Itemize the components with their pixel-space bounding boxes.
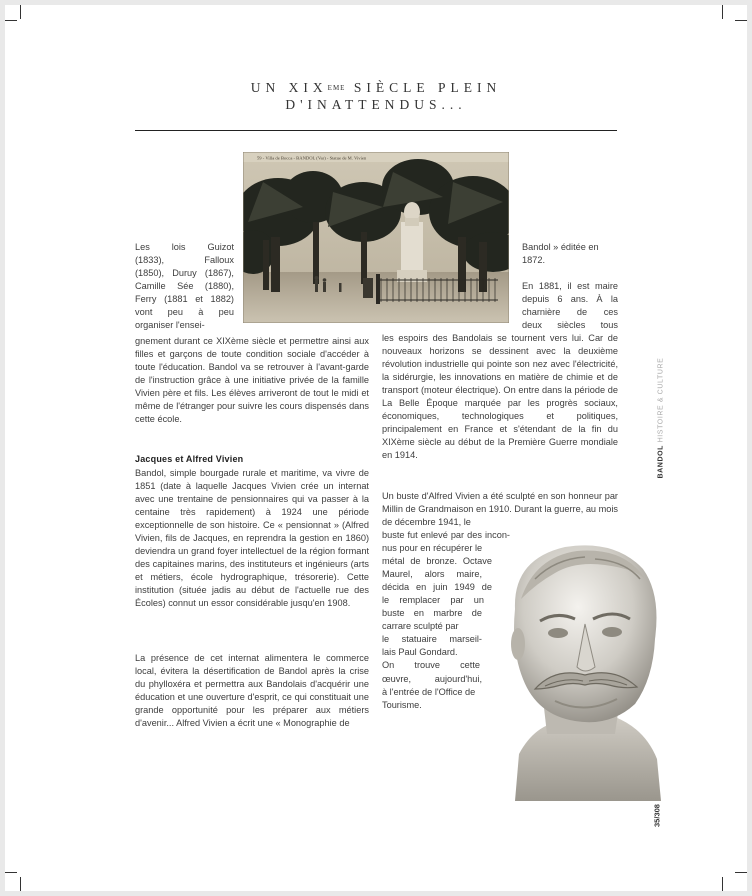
col1-paragraph-1: gnement durant ce XIXème siècle et permettre ainsi aux filles et garçons de toute condition sociale d'accéder à toute l'éducation. Bandol va se retrouver à l'avant-garde de l'instruction grâce à une initiative privée de la famille Vivien père et fils. Les élèves arriveront de tout le midi et même de l'étranger pour suivre les cours dispensés dans cette école. <box>135 336 369 425</box>
title-divider <box>135 130 617 131</box>
text-line: lais Paul Gondard. <box>382 647 458 658</box>
section-side-label <box>651 357 667 483</box>
text-line: Les lois Guizot <box>135 242 234 252</box>
page-title-line2: D'INATTENDUS... <box>285 97 467 112</box>
text-line: En 1881, il est maire <box>522 281 618 291</box>
crop-mark-top-left <box>20 5 21 19</box>
text-line: charnière de ces <box>522 307 618 318</box>
text-line: Camille Sée (1880), <box>135 281 234 292</box>
text-line: le statuaire marseil- <box>382 634 482 645</box>
col2-paragraph-c: Un buste d'Alfred Vivien a été sculpté en son honneur par Millin de Grandmaison en 1910. Durant la guerre, au mois de décembre 1941, le <box>382 491 618 528</box>
crop-mark-bottom-right <box>735 872 747 873</box>
col2-paragraph-b: les espoirs des Bandolais se tournent vers lui. Car de nouveaux horizons se dessinent avec la deuxième révolution industrielle qui pointe son nez avec l'électricité, la sidérurgie, les innovations en matière de chimie et de transport (moteur électrique). On entre dans la période de La Belle Époque marquée par les progrès sociaux, économiques, technologiques et politiques, principalement en France et s'étendant de la fin du XIXème siècle au début de la Première Guerre mondiale en 1914. <box>382 333 618 461</box>
section-name: HISTOIRE & CULTURE <box>657 357 665 443</box>
text-line: buste en marbre de <box>382 608 482 619</box>
text-line: métal de bronze. Octave <box>382 556 492 567</box>
text-line: 1872. <box>522 255 545 266</box>
text-line: (1850), Duruy (1867), <box>135 268 234 279</box>
crop-mark-bottom-left <box>5 872 17 873</box>
col2-narrow-b <box>522 280 618 332</box>
col2-narrow-c <box>382 529 510 712</box>
marble-bust-photo <box>485 539 665 801</box>
text-line: Bandol » éditée en <box>522 242 599 252</box>
page-title: UN XIXEME SIÈCLE PLEIN D'INATTENDUS... <box>5 79 747 113</box>
text-line: buste fut enlevé par des incon- <box>382 530 510 540</box>
page-number: 35/308 <box>652 804 662 827</box>
text-line: œuvre, aujourd'hui, <box>382 673 482 684</box>
col2-narrow-a <box>522 241 618 267</box>
text-line: deux siècles tous <box>522 320 618 331</box>
magazine-page <box>5 5 747 891</box>
text-line: (1833), Falloux <box>135 255 234 266</box>
text-line: On trouve cette <box>382 660 480 671</box>
text-line: décida en juin 1949 de <box>382 582 492 593</box>
text-line: à l'entrée de l'Office de <box>382 686 476 697</box>
text-line: depuis 6 ans. À la <box>522 294 618 305</box>
vintage-postcard-photo <box>243 152 509 323</box>
crop-mark-bottom-left <box>20 877 21 891</box>
text-line: organiser l'ensei- <box>135 320 205 331</box>
text-line: le remplacer par un <box>382 595 484 606</box>
crop-mark-bottom-right <box>722 877 723 891</box>
col1-paragraph-2: Bandol, simple bourgade rurale et maritime, va vivre de 1851 (date à laquelle Jacques Vivien crée un internat avec une trentaine de pensionnaires qui va passer à la centaine très rapidement) à 1924 une période exceptionnelle de son histoire. Ce « pensionnat » (Alfred Vivien, fils de Jacques, en reprendra la gestion en 1860) deviendra un grand foyer intellectuel de la région formant des capitaines marins, des instituteurs et ingénieurs (arts et métiers, école hydrographique, trésorerie). Cette institution (située jadis au début de l'actuelle rue des Écoles) connut un essor considérable jusqu'en 1908. <box>135 468 369 609</box>
text-line: Maurel, alors maire, <box>382 569 482 580</box>
crop-mark-top-left <box>5 20 17 21</box>
magazine-brand: BANDOL <box>657 444 665 479</box>
col1-paragraph-3: La présence de cet internat alimentera le commerce local, évitera la désertification de Bandol après la crise du phylloxéra et permettra aux Bandolais d'acquérir une éducation et une ouverture d'esprit, ce qui constituait une grande opportunité pour les préparer aux métiers d'avenir... Alfred Vivien a écrit une « Monographie de <box>135 653 369 729</box>
crop-mark-top-right <box>735 20 747 21</box>
postcard-caption: 59 - Villa de Bocca - BANDOL (Var) - Statue de M. Vivien <box>257 155 367 161</box>
crop-mark-top-right <box>722 5 723 19</box>
text-line: vont peu à peu <box>135 307 234 318</box>
text-line: carrare sculpté par <box>382 621 459 632</box>
col1-intro-wrap <box>135 241 234 332</box>
text-line: Ferry (1881 et 1882) <box>135 294 234 305</box>
text-line: nus pour en récupérer le <box>382 543 483 554</box>
section-heading: Jacques et Alfred Vivien <box>135 454 244 464</box>
text-line: Tourisme. <box>382 699 422 710</box>
